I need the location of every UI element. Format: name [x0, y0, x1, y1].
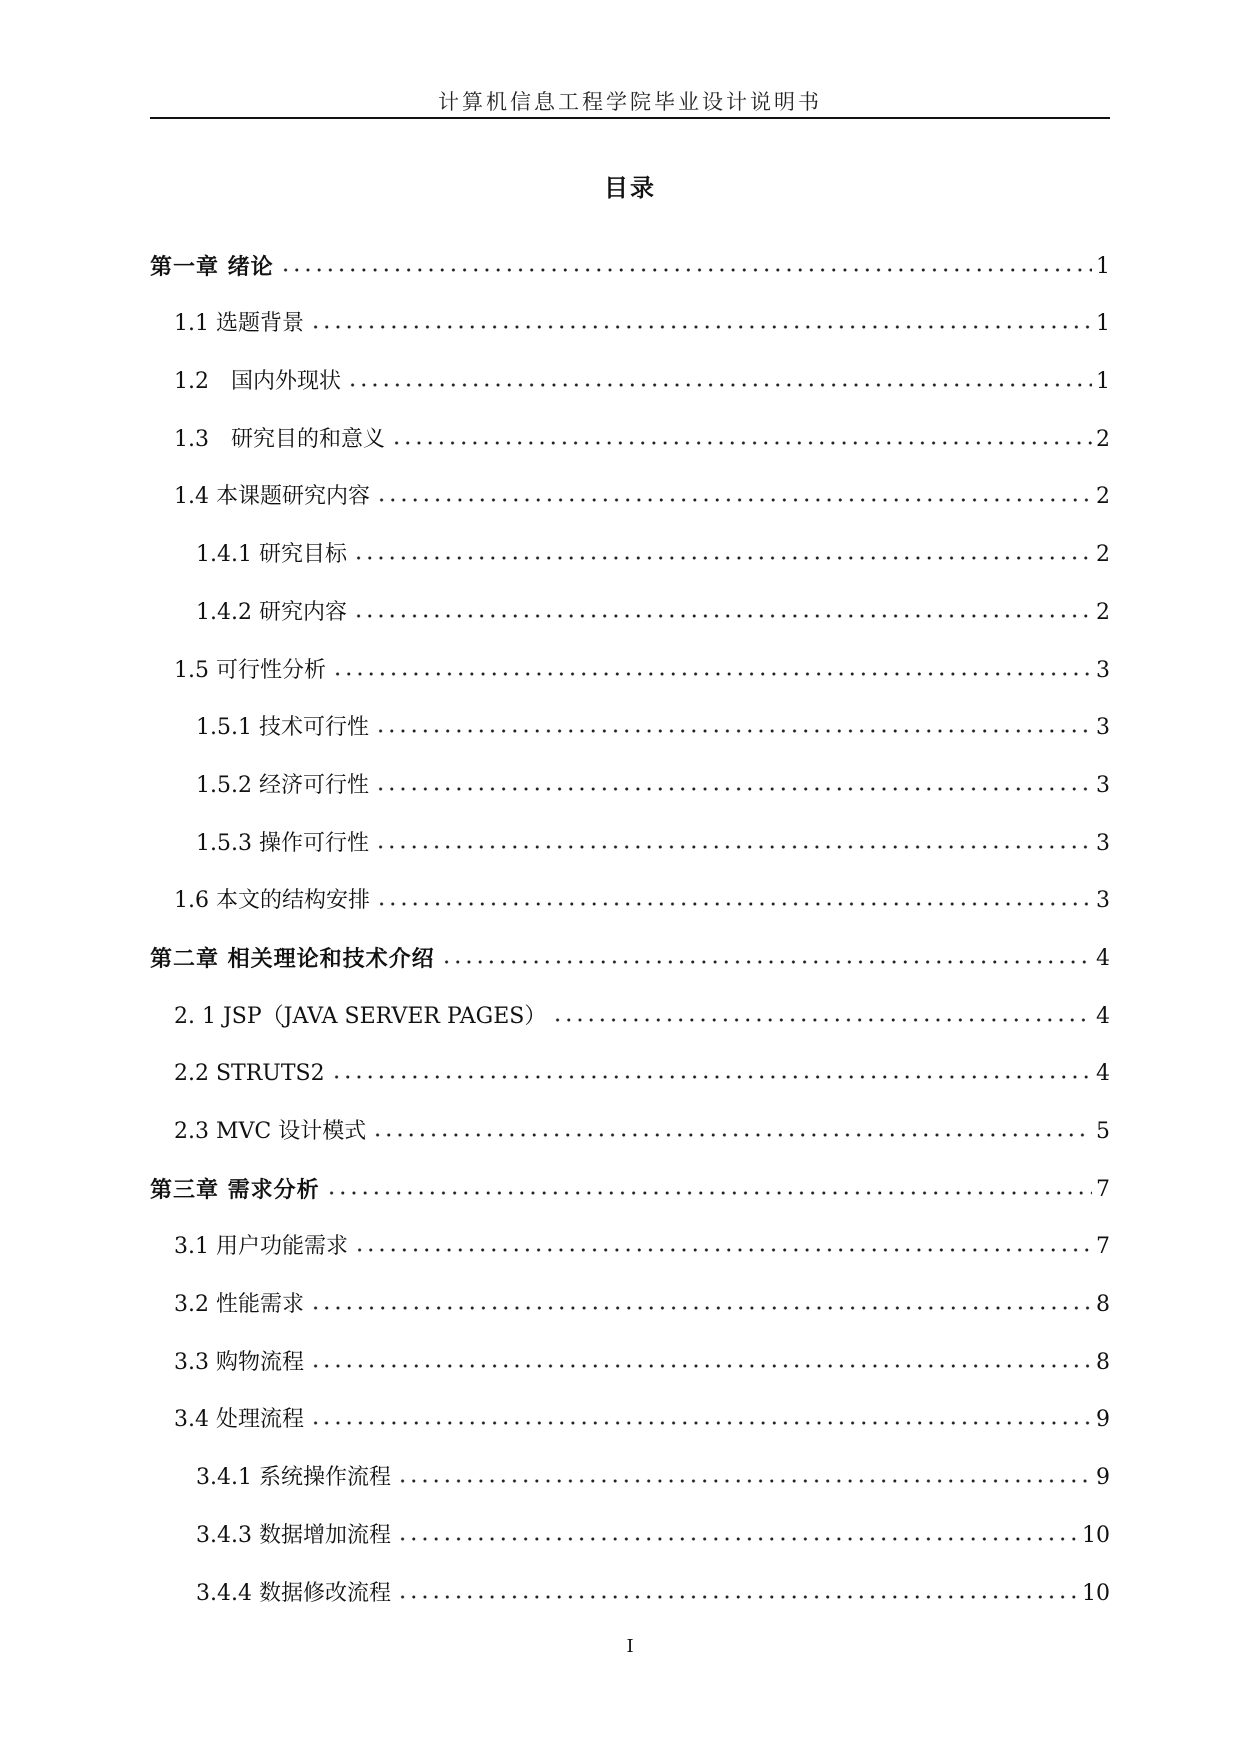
toc-dot-leader — [326, 1190, 1092, 1196]
toc-entry-page: 2 — [1096, 426, 1110, 452]
toc-entry-page: 4 — [1096, 1061, 1110, 1087]
toc-entry-label: 第一章 绪论 — [150, 253, 274, 280]
toc-section-entry[interactable] — [150, 974, 1110, 1032]
toc-entry-label: 3.2 性能需求 — [174, 1292, 304, 1318]
toc-entry-page: 1 — [1096, 311, 1110, 337]
toc-entry-page: 2 — [1096, 484, 1110, 510]
toc-entry-label: 1.4 本课题研究内容 — [174, 484, 370, 510]
toc-section-entry[interactable] — [150, 686, 1110, 744]
toc-chapter-entry[interactable] — [150, 1147, 1110, 1205]
toc-entry-page: 4 — [1096, 1003, 1110, 1029]
toc-section-entry[interactable] — [150, 859, 1110, 917]
toc-dot-leader — [391, 440, 1092, 446]
toc-dot-leader — [347, 382, 1092, 388]
toc-title: 目录 — [604, 173, 656, 202]
toc-entry-page: 7 — [1096, 1234, 1110, 1260]
toc-dot-leader — [353, 613, 1092, 619]
toc-entry-label: 第二章 相关理论和技术介绍 — [150, 945, 435, 972]
toc-entry-label: 2. 1 JSP（JAVA SERVER PAGES） — [174, 1003, 547, 1029]
toc-entry-label: 3.4.1 系统操作流程 — [196, 1465, 391, 1491]
toc-entry-page: 2 — [1096, 599, 1110, 625]
table-of-contents — [150, 224, 1110, 1609]
toc-section-entry[interactable] — [150, 282, 1110, 340]
toc-section-entry[interactable] — [150, 801, 1110, 859]
toc-dot-leader — [376, 497, 1092, 503]
toc-entry-label: 2.2 STRUTS2 — [174, 1061, 325, 1087]
toc-entry-label: 第三章 需求分析 — [150, 1176, 320, 1203]
toc-entry-page: 4 — [1096, 945, 1110, 971]
toc-entry-page: 10 — [1082, 1580, 1110, 1606]
toc-entry-label: 2.3 MVC 设计模式 — [174, 1119, 367, 1144]
toc-section-entry[interactable] — [150, 455, 1110, 513]
toc-dot-leader — [375, 786, 1092, 792]
toc-entry-label: 1.3 研究目的和意义 — [174, 426, 385, 452]
toc-entry-label: 3.4.4 数据修改流程 — [196, 1580, 391, 1606]
toc-chapter-entry[interactable] — [150, 916, 1110, 974]
page-number: I — [626, 1636, 634, 1657]
toc-entry-label: 3.4 处理流程 — [174, 1407, 304, 1433]
toc-dot-leader — [397, 1536, 1078, 1542]
toc-section-entry[interactable] — [150, 628, 1110, 686]
toc-section-entry[interactable] — [150, 339, 1110, 397]
toc-dot-leader — [375, 728, 1092, 734]
toc-section-entry[interactable] — [150, 1032, 1110, 1090]
running-header: 计算机信息工程学院毕业设计说明书 — [438, 90, 822, 114]
toc-dot-leader — [310, 324, 1092, 330]
toc-entry-page: 1 — [1096, 253, 1110, 279]
toc-entry-label: 1.6 本文的结构安排 — [174, 888, 370, 914]
toc-entry-page: 8 — [1096, 1292, 1110, 1318]
toc-section-entry[interactable] — [150, 1435, 1110, 1493]
toc-dot-leader — [397, 1478, 1092, 1484]
toc-entry-page: 3 — [1096, 772, 1110, 798]
toc-section-entry[interactable] — [150, 570, 1110, 628]
toc-entry-label: 1.1 选题背景 — [174, 311, 304, 337]
toc-entry-page: 8 — [1096, 1349, 1110, 1375]
toc-dot-leader — [332, 671, 1092, 677]
toc-dot-leader — [280, 267, 1092, 273]
toc-entry-page: 9 — [1096, 1407, 1110, 1433]
toc-dot-leader — [372, 1132, 1092, 1138]
toc-entry-label: 1.2 国内外现状 — [174, 369, 341, 395]
toc-section-entry[interactable] — [150, 1378, 1110, 1436]
toc-entry-page: 3 — [1096, 888, 1110, 914]
toc-section-entry[interactable] — [150, 1089, 1110, 1147]
toc-section-entry[interactable] — [150, 397, 1110, 455]
header-rule — [150, 117, 1110, 119]
toc-entry-label: 1.5.1 技术可行性 — [196, 715, 369, 741]
toc-dot-leader — [310, 1363, 1092, 1369]
toc-entry-page: 1 — [1096, 369, 1110, 395]
toc-entry-label: 3.4.3 数据增加流程 — [196, 1522, 391, 1548]
toc-entry-page: 10 — [1082, 1522, 1110, 1548]
toc-entry-page: 5 — [1096, 1119, 1110, 1144]
toc-dot-leader — [376, 901, 1092, 907]
toc-dot-leader — [310, 1420, 1092, 1426]
toc-entry-label: 3.1 用户功能需求 — [174, 1234, 348, 1260]
toc-entry-label: 3.3 购物流程 — [174, 1349, 304, 1375]
toc-dot-leader — [354, 1247, 1092, 1253]
toc-dot-leader — [353, 555, 1092, 561]
toc-section-entry[interactable] — [150, 512, 1110, 570]
toc-entry-page: 7 — [1096, 1176, 1110, 1202]
toc-dot-leader — [441, 959, 1092, 965]
toc-dot-leader — [310, 1305, 1092, 1311]
toc-entry-page: 3 — [1096, 715, 1110, 741]
toc-section-entry[interactable] — [150, 1551, 1110, 1609]
toc-entry-label: 1.4.2 研究内容 — [196, 599, 347, 625]
toc-dot-leader — [331, 1074, 1092, 1080]
toc-entry-label: 1.5.2 经济可行性 — [196, 772, 369, 798]
toc-dot-leader — [375, 844, 1092, 850]
toc-entry-page: 9 — [1096, 1465, 1110, 1491]
toc-entry-label: 1.4.1 研究目标 — [196, 542, 347, 568]
toc-section-entry[interactable] — [150, 1493, 1110, 1551]
toc-entry-label: 1.5 可行性分析 — [174, 657, 326, 683]
toc-chapter-entry[interactable] — [150, 224, 1110, 282]
toc-section-entry[interactable] — [150, 1205, 1110, 1263]
toc-entry-page: 3 — [1096, 830, 1110, 856]
toc-entry-label: 1.5.3 操作可行性 — [196, 830, 369, 856]
toc-section-entry[interactable] — [150, 743, 1110, 801]
toc-entry-page: 2 — [1096, 542, 1110, 568]
toc-entry-page: 3 — [1096, 657, 1110, 683]
toc-section-entry[interactable] — [150, 1320, 1110, 1378]
toc-section-entry[interactable] — [150, 1262, 1110, 1320]
toc-dot-leader — [397, 1594, 1078, 1600]
toc-dot-leader — [552, 1017, 1092, 1023]
